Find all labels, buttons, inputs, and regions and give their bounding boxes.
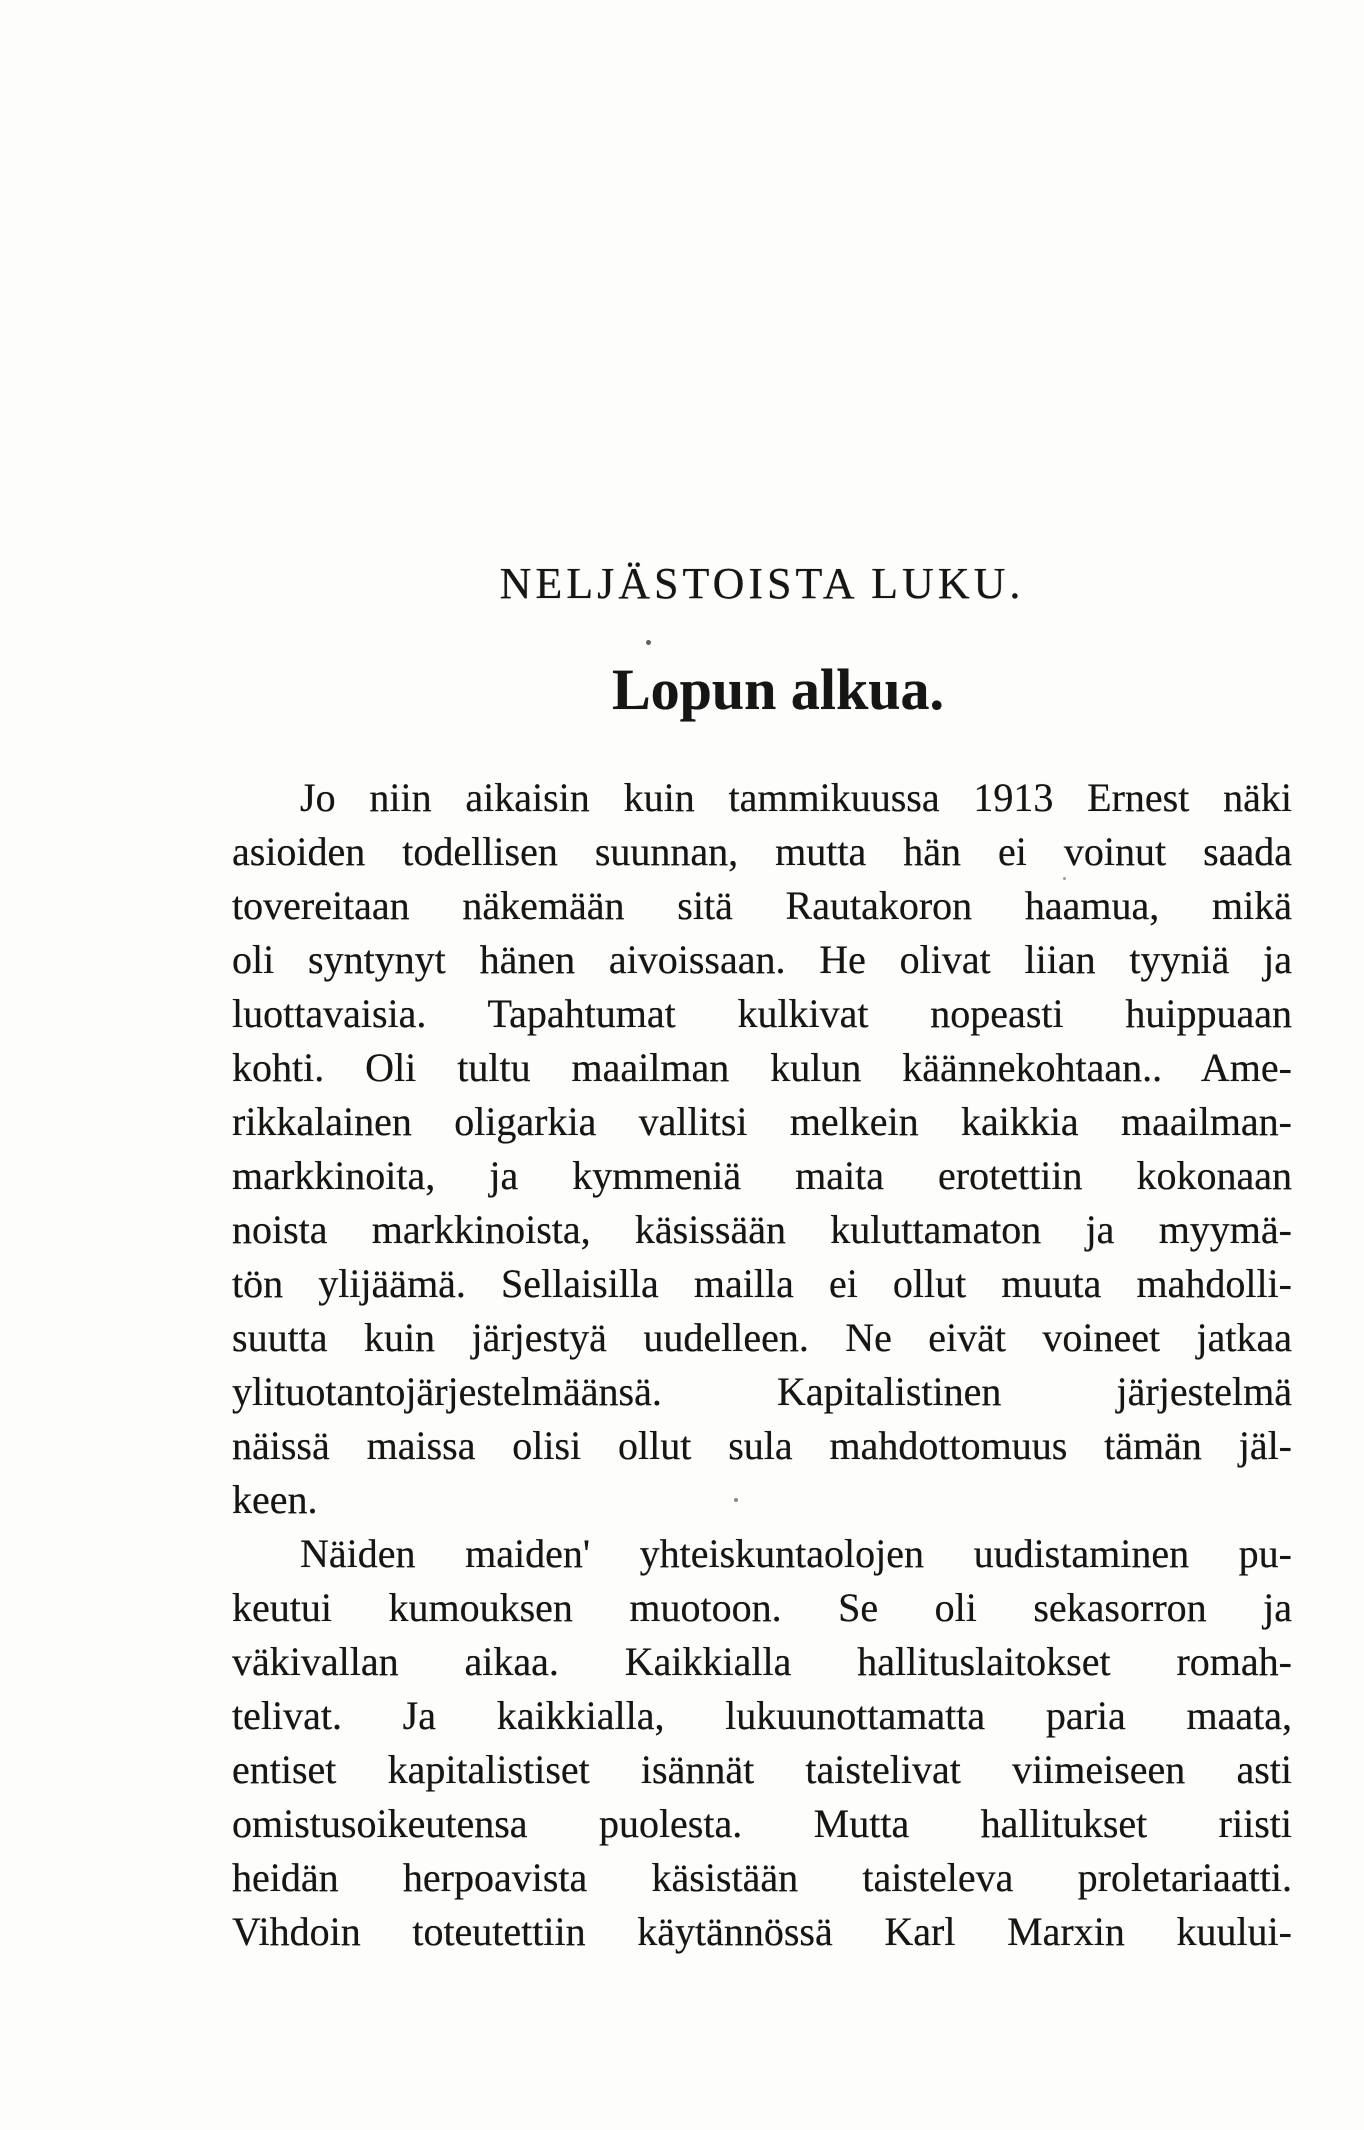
- text-line: tovereitaan näkemään sitä Rautakoron haamua, mikä: [232, 883, 1292, 928]
- text-line: entiset kapitalistiset isännät taistelivat viimeiseen asti: [232, 1747, 1292, 1792]
- text-line: tön ylijäämä. Sellaisilla mailla ei ollut muuta mahdolli-: [232, 1261, 1292, 1306]
- text-line: rikkalainen oligarkia vallitsi melkein kaikkia maailman-: [232, 1099, 1292, 1144]
- text-line: Näiden maiden' yhteiskuntaolojen uudistaminen pu-: [300, 1531, 1292, 1576]
- text-line: asioiden todellisen suunnan, mutta hän ei voinut saada: [232, 829, 1292, 874]
- paragraph-1: [232, 771, 1292, 1527]
- text-line: telivat. Ja kaikkialla, lukuunottamatta paria maata,: [232, 1693, 1292, 1738]
- text-line: suutta kuin järjestyä uudelleen. Ne eivät voineet jatkaa: [232, 1315, 1292, 1360]
- paragraph-2: [232, 1527, 1292, 1959]
- text-line: kohti. Oli tultu maailman kulun käännekohtaan.. Ame-: [232, 1045, 1292, 1090]
- text-line: heidän herpoavista käsistään taisteleva proletariaatti.: [232, 1855, 1292, 1900]
- text-line: näissä maissa olisi ollut sula mahdottomuus tämän jäl-: [232, 1423, 1292, 1468]
- chapter-heading: NELJÄSTOISTA LUKU.: [499, 559, 1025, 608]
- ink-speck: [646, 640, 651, 645]
- text-line: Jo niin aikaisin kuin tammikuussa 1913 Ernest näki: [300, 775, 1292, 820]
- text-line: noista markkinoista, käsissään kuluttamaton ja myymä-: [232, 1207, 1292, 1252]
- page-title: Lopun alkua.: [611, 657, 945, 722]
- text-line: omistusoikeutensa puolesta. Mutta hallitukset riisti: [232, 1801, 1292, 1846]
- text-line: keutui kumouksen muotoon. Se oli sekasorron ja: [232, 1585, 1292, 1630]
- text-line: markkinoita, ja kymmeniä maita erotettiin kokonaan: [232, 1153, 1292, 1198]
- body-text: [232, 771, 1292, 1959]
- text-line: luottavaisia. Tapahtumat kulkivat nopeasti huippuaan: [232, 991, 1292, 1036]
- text-line: ylituotantojärjestelmäänsä. Kapitalistinen järjestelmä: [232, 1369, 1292, 1414]
- text-line: väkivallan aikaa. Kaikkialla hallituslaitokset romah-: [232, 1639, 1292, 1684]
- text-line: keen.: [232, 1477, 318, 1522]
- text-line: Vihdoin toteutettiin käytännössä Karl Marxin kuului-: [232, 1909, 1292, 1954]
- text-line: oli syntynyt hänen aivoissaan. He olivat liian tyyniä ja: [232, 937, 1292, 982]
